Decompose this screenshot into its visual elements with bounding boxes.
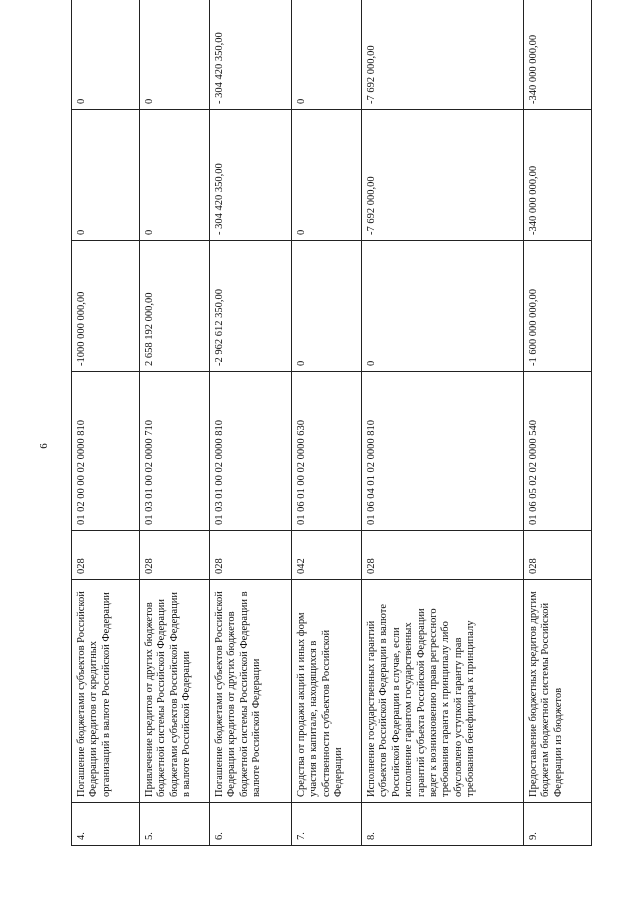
row-value-1: 2 658 192 000,00 — [140, 241, 210, 372]
row-budget-code: 01 06 04 01 02 0000 810 — [362, 372, 524, 531]
row-admin-code: 028 — [362, 531, 524, 580]
rotated-table-container — [71, 32, 591, 846]
row-number: 6. — [210, 803, 292, 846]
row-admin-code: 028 — [524, 531, 592, 580]
row-budget-code: 01 06 01 00 02 0000 630 — [292, 372, 362, 531]
row-value-2: -7 692 000,00 — [362, 110, 524, 241]
table-row — [292, 0, 362, 846]
row-number: 4. — [72, 803, 140, 846]
row-value-2: -340 000 000,00 — [524, 110, 592, 241]
row-value-1: -1000 000 000,00 — [72, 241, 140, 372]
row-value-2: - 304 420 350,00 — [210, 110, 292, 241]
row-value-3: 0 — [292, 0, 362, 110]
row-number: 9. — [524, 803, 592, 846]
row-name: Привлечение кредитов от других бюджетов бюджетной системы Российской Федерации бюджетами субъектов Российской Федерации в валюте Российской Федерации — [140, 580, 210, 803]
row-value-2: 0 — [292, 110, 362, 241]
table-row — [524, 0, 592, 846]
row-value-1: -2 962 612 350,00 — [210, 241, 292, 372]
row-admin-code: 028 — [72, 531, 140, 580]
row-number: 8. — [362, 803, 524, 846]
row-budget-code: 01 02 00 00 02 0000 810 — [72, 372, 140, 531]
row-value-3: 0 — [140, 0, 210, 110]
row-budget-code: 01 03 01 00 02 0000 710 — [140, 372, 210, 531]
row-budget-code: 01 03 01 00 02 0000 810 — [210, 372, 292, 531]
row-number: 7. — [292, 803, 362, 846]
row-value-3: - 304 420 350,00 — [210, 0, 292, 110]
row-value-1: -1 600 000 000,00 — [524, 241, 592, 372]
row-name: Погашение бюджетами субъектов Российской Федерации кредитов от кредитных организаций в валюте Российской Федерации — [72, 580, 140, 803]
page-number: 6 — [38, 443, 50, 449]
table-row — [140, 0, 210, 846]
row-value-1: 0 — [292, 241, 362, 372]
row-value-1: 0 — [362, 241, 524, 372]
row-value-3: -7 692 000,00 — [362, 0, 524, 110]
row-number: 5. — [140, 803, 210, 846]
table-row — [210, 0, 292, 846]
row-value-2: 0 — [72, 110, 140, 241]
row-value-3: -340 000 000,00 — [524, 0, 592, 110]
row-admin-code: 028 — [210, 531, 292, 580]
table-body — [72, 0, 592, 846]
financing-sources-table — [71, 0, 592, 846]
row-budget-code: 01 06 05 02 02 0000 540 — [524, 372, 592, 531]
row-admin-code: 042 — [292, 531, 362, 580]
row-name: Предоставление бюджетных кредитов другим бюджетам бюджетной системы Российской Федерации из бюджетов — [524, 580, 592, 803]
row-admin-code: 028 — [140, 531, 210, 580]
row-value-3: 0 — [72, 0, 140, 110]
table-row — [72, 0, 140, 846]
row-value-2: 0 — [140, 110, 210, 241]
row-name: Исполнение государственных гарантий субъектов Российской Федерации в валюте Российской Федерации в случае, если исполнение гарантом государственных гарантий субъекта Российской Федерации ведет к возникновению права регрессного требования гаранта к принципалу либо обусловлено уступкой гаранту прав требования бенефициара к принципалу — [362, 580, 524, 803]
table-row — [362, 0, 524, 846]
row-name: Средства от продажи акций и иных форм участия в капитале, находящихся в собственности субъектов Российской Федерации — [292, 580, 362, 803]
row-name: Погашение бюджетами субъектов Российской Федерации кредитов от других бюджетов бюджетной системы Российской Федерации в валюте Российской Федерации — [210, 580, 292, 803]
